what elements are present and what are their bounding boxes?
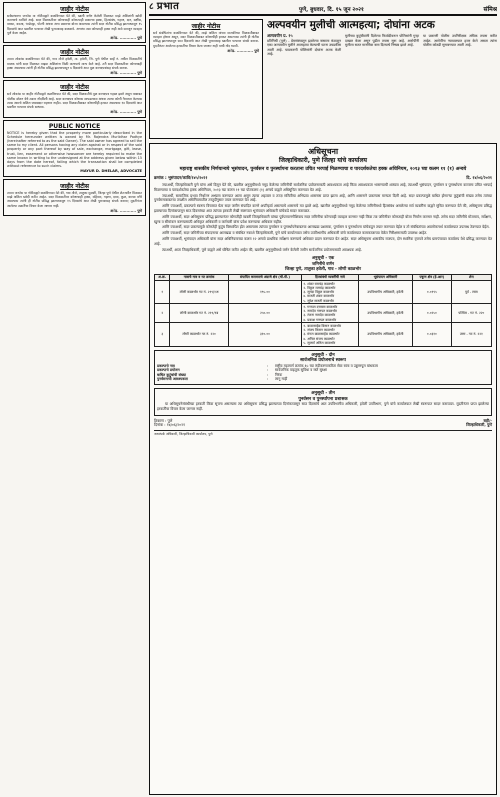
kv-value: लागू नाही [275, 377, 288, 382]
news-column-3: या प्रकरणी पोलीस उपनिरीक्षक अधिक तपास करीत आहेत. आरोपींना न्यायालयात हजर केले असता त्यांना पोलीस कोठडी सुनावण्यात आली आहे. [423, 34, 497, 47]
sign-by: जिल्हाधिकारी, पुणे [466, 422, 492, 428]
news-byline: अल्पवयीन प्र. १५ [267, 33, 293, 38]
col-header: संपादित करावयाचे अंदाजे क्षेत्र (चौ.मी.) [228, 274, 301, 280]
notice-heading: जाहीर नोटीस [60, 49, 89, 57]
notice-signature: अॅड. ............ पुणे [110, 208, 142, 213]
news-article [267, 19, 497, 139]
paper-name: प्रभात [156, 2, 180, 12]
kv-key: प्रकल्पाचे प्रयोजन [157, 368, 180, 373]
news-headline: अल्पवयीन मुलीची आत्महत्या; दोघांना अटक [267, 19, 435, 31]
schedule-table [154, 274, 492, 347]
notification-paragraph: आणि ज्याअर्थी, भूसंपादन अधिकारी यांना सदर अधिनियमाच्या कलम १२ अन्वये प्राथमिक सर्वेक्षण करण्याचे अधिकार प्रदान करण्यात येत आहेत. सदर अधिसूचना शासकीय राजपत्र, दोन स्थानिक वृत्तपत्रे तसेच ग्रामपंचायत कार्यालय येथे प्रसिद्ध करण्यात येत आहे. [154, 236, 492, 246]
notice-heading: जाहीर नोटीस [60, 84, 89, 92]
reference-number: क्रमांक : भूसंपादन/कावि/१४५/२०२१ [154, 175, 208, 180]
signature-right [466, 419, 492, 429]
notification-paragraph: ज्याअर्थी, जिल्हाधिकारी पुणे यांना असे दिसून येते की, खालील अनुसूचीमध्ये नमूद केलेल्या जमिनीची सार्वजनिक प्रयोजनासाठी आवश्यकता आहे किंवा आवश्यकता भासण्याची शक्यता आहे, त्याअर्थी भूसंपादन, पुनर्वसन व पुनर्स्थापना करताना उचित भरपाई मिळण्याचा व पारदर्शकतेचा हक्क अधिनियम, २०१३ च्या कलम ११ च्या पोटकलम (१) अन्वये याद्वारे अधिसूचित करण्यात येत आहे. [154, 183, 492, 192]
kv-value: सार्वजनिक वाहतूक सुविधा व रस्ते सुरक्षा [275, 368, 327, 373]
cell-area: १९५.०० [228, 281, 301, 304]
table-row [155, 323, 492, 346]
notice-heading: जाहीर नोटीस [191, 23, 221, 30]
notice-body: सर्व संबंधितांना कळविण्यात येते की, माझे अशिल यांच्या मालकीच्या मिळकतीबाबत व्यवहार होणार असून, सदर मिळकतीबाबत कोणाचीही हरकत असल्यास त्यांनी ही नोटीस प्रसिद्ध झाल्यापासून सात दिवसांचे आत लेखी पुराव्यासह खालील पत्त्यावर संपर्क करावा. मुदतीनंतर आलेल्या हरकतींचा विचार केला जाणार नाही याची नोंद घ्यावी. [153, 31, 259, 48]
public-notice-2 [3, 45, 146, 78]
cell-officer: उपविभागीय अधिकारी, हवेली [358, 323, 412, 346]
news-column-2: मुलीच्या कुटुंबीयांनी दिलेल्या फिर्यादीवरून पोलिसांनी गुन्हा दाखल केला असून पुढील तपास सुरू आहे. आरोपींनी मुलीला सतत मानसिक त्रास दिल्याचे निष्पन्न झाले आहे. [345, 34, 419, 47]
notice-body: NOTICE is hereby given that the property more particularly described in the Schedule hereunder written is owned by Mr. Rajendra Murlidhar Padhye (hereinafter referred to as the said Owner). The said owner has agreed to sell the same to my client. All persons having any claim against or in respect of the said property or any part thereof by way of sale, exchange, mortgage, gift, lease, trust, lien, easement or otherwise howsoever are hereby required to make the same known in writing to the undersigned at the address given below within 15 days from the date hereof, failing which the transaction shall be completed without reference to such claims. [7, 130, 142, 169]
schedule-three-title: अनुसूची - तीन पुनर्वसन व पुनर्स्थापना प्रशासक [298, 391, 348, 402]
reference-date: दि. १४/०६/२०२१ [466, 175, 492, 180]
table-row [155, 281, 492, 304]
signature-left [154, 419, 185, 429]
notification-paragraphs [154, 183, 492, 252]
notification-paragraph: ज्याअर्थी, सामाजिक प्रभाव निर्धारण अभ्यास करण्यात आला असून त्याचा अहवाल व तज्ज्ञ समितीचा अभिप्राय शासनास प्राप्त झाला आहे, आणि शासनाने प्रकल्पास मान्यता दिली आहे. सदर प्रकल्पामुळे बाधित होणाऱ्या कुटुंबांची संख्या तसेच त्यांच्या पुनर्वसनाबाबतचा तपशील अधिनियमातील तरतुदीनुसार तयार करण्यात येत आहे. [154, 193, 492, 203]
cell-village: लोणी काळभोर गट नं. २१९/१अ [170, 281, 228, 304]
cell-total: ०.०२५० [413, 304, 452, 323]
sign-place: ठिकाण : पुणे [154, 417, 173, 423]
notification-footer: जनसंपर्क अधिकारी, जिल्हाधिकारी कार्यालय, पुणे [154, 430, 492, 436]
cell-officer: उपविभागीय अधिकारी, हवेली [358, 281, 412, 304]
notification-title: अधिसूचना [307, 147, 339, 156]
left-notices-column [3, 2, 146, 795]
notice-body: सर्वसाधारण जनतेस या नोटीसद्वारे कळविण्यात येते की, खाली वर्णन केलेली मिळकत माझे अशिलांनी खरेदी करण्याचे ठरविले आहे. सदर मिळकतीवर कोणाचाही कोणत्याही प्रकारचा हक्क, हितसंबंध, गहाण, दान, बक्षीस, वारसा, कब्जा, भाडेपट्टा, पोटगी अथवा अन्य प्रकारचा बोजा असल्यास त्यांनी सदर नोटीस प्रसिद्ध झाल्यापासून १५ दिवसांचे आत खालील पत्त्यावर लेखी पुराव्यासह कळवावे. अन्यथा तसा कोणताही हक्क नाही असे समजून व्यवहार पूर्ण केला जाईल. [7, 14, 142, 35]
public-notice-1 [3, 2, 146, 43]
masthead [149, 2, 497, 16]
notification-reference [154, 175, 492, 181]
cell-total: ०.०१९५ [413, 281, 452, 304]
news-columns [267, 34, 497, 57]
schedule-three-text: या अधिसूचनेसंबंधीच्या हरकती किंवा सूचना असल्यास त्या अधिसूचना प्रसिद्ध झाल्याच्या दिनांकापासून साठ दिवसांचे आत उपविभागीय अधिकारी, हवेली उपविभाग, पुणे यांचे कार्यालयात लेखी स्वरूपात सादर कराव्यात. मुदतीनंतर प्राप्त झालेल्या हरकतींचा विचार केला जाणार नाही. [157, 402, 489, 411]
cell-no: ३ [155, 323, 170, 346]
cell-officer: उपविभागीय अधिकारी, हवेली [358, 304, 412, 323]
col-header: भूसंपादन अधिकारी [358, 274, 412, 280]
notification-paragraph: आणि ज्याअर्थी, प्रकल्पाचे स्वरूप विचारात घेता सदर जमीन संपादित करणे अपरिहार्य असल्याचे शासनाचे मत झाले आहे. खालील अनुसूचीमध्ये नमूद केलेल्या जमिनीमध्ये हितसंबंध असलेल्या सर्व व्यक्तींना याद्वारे सूचित करण्यात येते की, अधिसूचना प्रसिद्ध झाल्याच्या दिनांकापासून साठ दिवसांच्या आत त्यांच्या हरकती लेखी स्वरूपात भूसंपादन अधिकारी यांचेकडे सादर कराव्यात. [154, 204, 492, 213]
notice-signature: अॅड. ............ पुणे [227, 48, 259, 53]
notice-heading: PUBLIC NOTICE [48, 122, 101, 130]
edition-date: पुणे, बुधवार, दि. १५ जून २०२१ [299, 7, 364, 13]
top-public-notice [149, 19, 263, 139]
edition-label: संमिश्र [483, 6, 497, 13]
notice-signature: MAYUR D. DHELAR, ADVOCATE [80, 169, 142, 174]
notice-heading: जाहीर नोटीस [60, 6, 89, 13]
notice-heading: जाहीर नोटीस [60, 182, 89, 190]
cell-names: १. बाळासाहेब किसन काळभोर २. संजय किसन काळभोर ३. मंगल बाळासाहेब काळभोर ४. अनिल संजय काळभोर ५. सुवर्णा अनिल काळभोर [302, 323, 359, 346]
notice-signature: अॅड. ............ पुणे [110, 36, 142, 41]
notification-paragraph: आणि ज्याअर्थी, सदर जमिनीच्या संपादनाचा आराखडा व संबंधित नकाशे जिल्हाधिकारी, पुणे यांचे कार्यालयात तसेच उपविभागीय अधिकारी यांचे कार्यालयात कामकाजाच्या वेळेत निरीक्षणासाठी उपलब्ध आहेत. [162, 231, 428, 236]
kv-colon: : [267, 377, 269, 382]
kv-value: राष्ट्रीय महामार्ग क्रमांक ६५ च्या रुंदीकरणाकरिता सेवा रस्ता व उड्डाणपूल बांधकाम [275, 363, 378, 368]
table-row [155, 304, 492, 323]
cell-remark: उत्तर - गट नं. २२१ [451, 323, 491, 346]
sign-date: दिनांक : १४/०६/२०२१ [154, 422, 186, 428]
col-header: अ.क्र. [155, 274, 170, 280]
cell-village: लोणी काळभोर गट नं. २२० [170, 323, 228, 346]
kv-value: निरंक [275, 372, 283, 377]
kv-row [157, 377, 489, 382]
public-notice-5 [3, 179, 146, 216]
schedule-two-title: अनुसूची - दोन सार्वजनिक प्रयोजनाचे स्वरूप [300, 352, 346, 364]
land-acquisition-notification [149, 143, 497, 795]
schedule-two-box [154, 350, 492, 385]
notice-body: तमाम जनतेस या नोटीसद्वारे कळविण्यात येते की, गाव मौजे, तालुका मुळशी, जिल्हा पुणे येथील शेतजमीन मिळकत माझे अशिल खरेदी करीत आहेत. सदर मिळकतीवर कोणाचाही हक्क, वहिवाट, गहाण, दावा, कूळ, वारसा वगैरे असल्यास त्यांनी ही नोटीस प्रसिद्ध झाल्यापासून १५ दिवसांचे आत लेखी पुराव्यासह संपर्क करावा; मुदतीनंतर आलेल्या तक्रारींचा विचार केला जाणार नाही. [7, 190, 142, 208]
notification-heading: महाराष्ट्र शासकीय निर्णयान्वये भूसंपादन, पुनर्वसन व पुनर्स्थापना करताना उचित भरपाई मिळण्याचा व पारदर्शकतेचा हक्क अधिनियम, २०१३ च्या कलम ११ (१) अन्वये [179, 167, 467, 172]
cell-no: १ [155, 281, 170, 304]
notification-paragraph: त्याअर्थी, आता जिल्हाधिकारी, पुणे याद्वारे असे घोषित करीत आहेत की, खालील अनुसूचीमध्ये वर्णन केलेली जमीन सार्वजनिक प्रयोजनासाठी आवश्यक आहे. [162, 247, 362, 252]
cell-area: २५०.०० [228, 304, 301, 323]
kv-key: बाधित कुटुंबांची संख्या [157, 372, 186, 377]
col-header: एकूण क्षेत्र (हे.आर) [413, 274, 452, 280]
notice-body: सर्व लोकांस या जाहीर नोटीसद्वारे कळविण्यात येते की, सदर मिळकतीचे मूळ कागदपत्र गहाळ झाले असून याबाबत पोलीस स्टेशन येथे तक्रार नोंदविली आहे. सदर कागदपत्र कोणास सापडल्यास अथवा त्याचा कोणी गैरवापर केल्यास त्यास आमचे अशिल जबाबदार राहणार नाहीत. सदर मिळकतीबाबत कोणाचीही हरकत असल्यास १४ दिवसांचे आत खालील पत्त्यावर संपर्क साधावा. [7, 92, 142, 110]
masthead-left [149, 2, 179, 13]
notice-body: तमाम लोकांस कळविण्यात येते की, गाव मौजे हवेली, ता. हवेली, जि. पुणे येथील सर्व्हे नं. मधील मिळकतीचे मालक यांनी सदर मिळकत माझ्या अशिलांना विक्री करण्याचे मान्य केले आहे. तरी सदर मिळकतीवर कोणाचाही हक्क असल्यास त्यांनी ही नोटीस प्रसिद्ध झाल्यापासून ७ दिवसांचे आत मूळ कागदपत्रांसह संपर्क करावा. [7, 57, 142, 70]
col-header: हितसंबंधी व्यक्तींची नावे [302, 274, 359, 280]
cell-names: १. गणपत दत्तात्रय काळभोर २. नामदेव गणपत काळभोर ३. रंजना नामदेव काळभोर ४. प्रकाश गणपत काळभोर [302, 304, 359, 323]
cell-remark: पूर्व - रस्ता [451, 281, 491, 304]
kv-key: पुनर्वसनाची आवश्यकता [157, 377, 188, 382]
public-notice-english [3, 120, 146, 177]
page-number: ८ [149, 2, 157, 12]
cell-no: २ [155, 304, 170, 323]
signature-block [154, 419, 492, 429]
col-header: शेरा [451, 274, 491, 280]
main-area [149, 2, 497, 795]
news-column-1 [267, 34, 341, 57]
kv-colon: : [267, 372, 269, 377]
notification-paragraph: आणि ज्याअर्थी, सदर अधिसूचना प्रसिद्ध झाल्यानंतर कोणतीही व्यक्ती जिल्हाधिकारी यांच्या पूर्वपरवानगीशिवाय सदर जमिनीचा कोणताही व्यवहार करणार नाही किंवा त्या जमिनीवर कोणताही बोजा निर्माण करणार नाही. तसेच सदर जमिनीचे मोजमाप, सर्वेक्षण, खुणा व सीमांकन करण्यासाठी अधिकृत अधिकारी व कर्मचारी यांना प्रवेश करण्याचा अधिकार राहील. [154, 214, 492, 224]
col-header: गावाचे नाव व गट क्रमांक [170, 274, 228, 280]
sign-office: सही/- [483, 417, 492, 423]
cell-village: लोणी काळभोर गट नं. २१९/१ब [170, 304, 228, 323]
schedule-three-box [154, 388, 492, 416]
notification-paragraph: आणि ज्याअर्थी, सदर प्रकल्पामुळे कोणतेही कुटुंब विस्थापित होत असल्यास त्यांच्या पुनर्वसन व पुनर्स्थापनेबाबतचा आराखडा प्रशासक, पुनर्वसन व पुनर्स्थापना यांचेकडून तयार करण्यात येईल व तो संबंधितांच्या अवलोकनार्थ कार्यालयात उपलब्ध ठेवण्यात येईल. [162, 225, 490, 230]
notice-signature: अॅड. ............ पुणे [110, 71, 142, 76]
schedule-title: अनुसूची - एक जमिनीचे वर्णन जिल्हा पुणे, तालुका हवेली, गाव - लोणी काळभोर [285, 255, 361, 272]
kv-key: प्रकल्पाचे नाव [157, 363, 175, 368]
kv-colon: : [267, 368, 269, 373]
public-notice-3 [3, 80, 146, 117]
cell-names: १. शंकर रामचंद्र काळभोर २. विठ्ठल रामचंद्र काळभोर ३. सुनंदा विठ्ठल काळभोर ४. मारुती शंकर काळभोर ५. सुरेश मारुती काळभोर [302, 281, 359, 304]
cell-remark: पश्चिम - गट नं. २२० [451, 304, 491, 323]
cell-total: ०.०३१० [413, 323, 452, 346]
cell-area: ३१०.०० [228, 323, 301, 346]
kv-colon: : [267, 363, 269, 368]
notice-signature: अॅड. ............ पुणे [110, 110, 142, 115]
notification-office: जिल्हाधिकारी, पुणे जिल्हा यांचे कार्यालय [278, 157, 368, 164]
news-text: प्रतिनिधी (पुणे) - प्रेमसंबंधातून झालेल्या त्रासाला कंटाळून एका अल्पवयीन मुलीने आत्महत्या केल्याची घटना उघडकीस आली आहे. याप्रकरणी पोलिसांनी दोघांना अटक केली आहे. [267, 38, 341, 56]
